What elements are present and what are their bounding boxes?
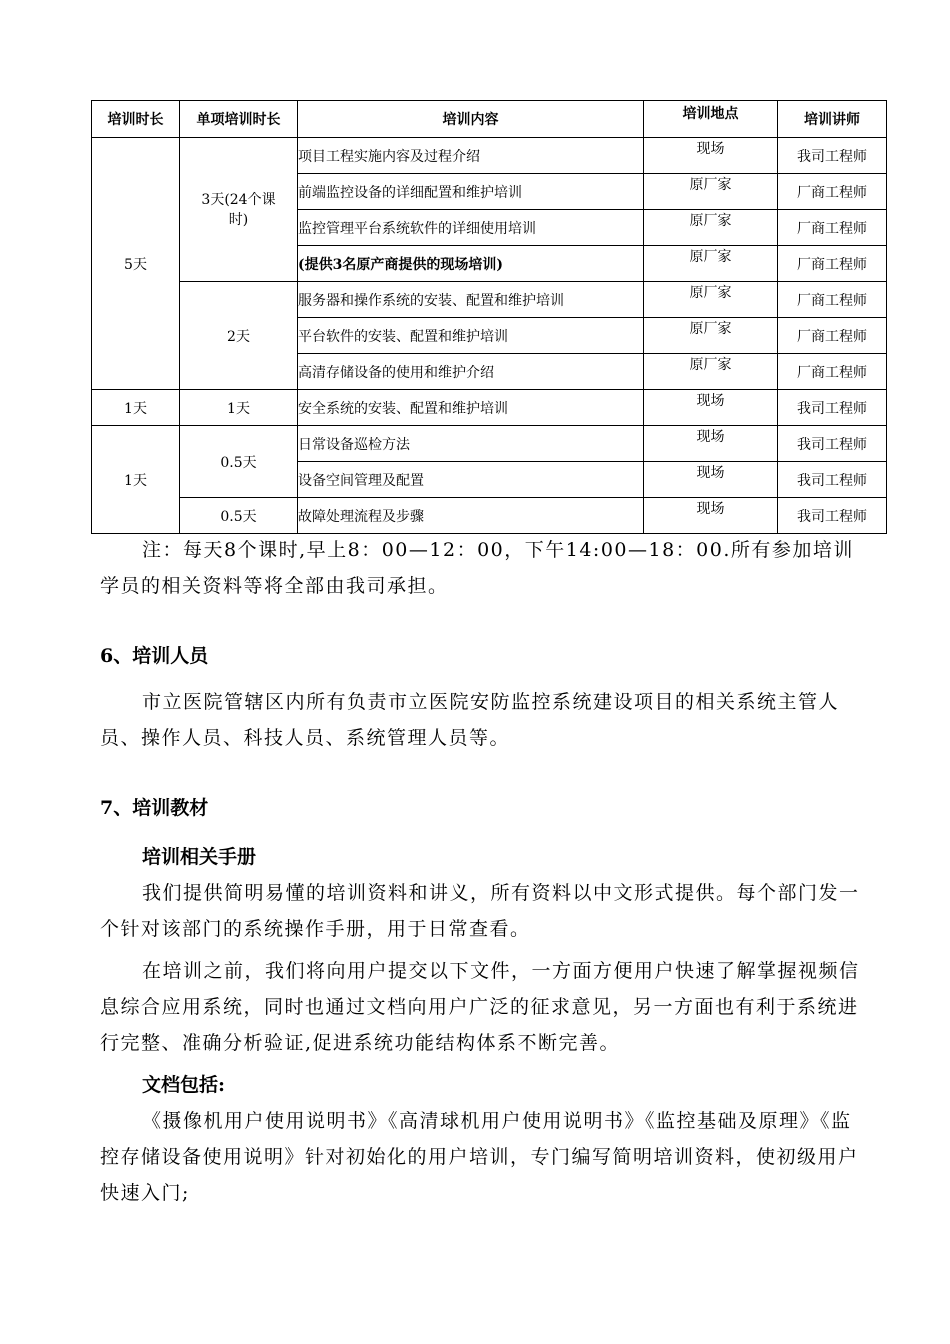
- documents-heading: 文档包括:: [142, 1074, 226, 1096]
- location-cell: 现场: [644, 138, 778, 174]
- location-cell: 现场: [644, 426, 778, 462]
- location-cell: 现场: [644, 498, 778, 534]
- duration-cell: 5天: [92, 138, 180, 390]
- teacher-cell: 我司工程师: [778, 390, 887, 426]
- duration-cell: 1天: [92, 426, 180, 534]
- duration-cell: 1天: [92, 390, 180, 426]
- content-cell: 故障处理流程及步骤: [298, 498, 644, 534]
- single-duration-cell: 0.5天: [180, 498, 298, 534]
- section-7-paragraph-1: 我们提供简明易懂的培训资料和讲义，所有资料以中文形式提供。每个部门发一个针对该部门的系统操作手册，用于日常查看。: [100, 882, 860, 940]
- location-cell: 原厂家: [644, 354, 778, 390]
- manual-subheading: 培训相关手册: [142, 846, 257, 868]
- content-cell: 前端监控设备的详细配置和维护培训: [298, 174, 644, 210]
- table-row: [92, 426, 887, 462]
- table-row: [92, 498, 887, 534]
- header-location: 培训地点: [644, 101, 778, 138]
- content-cell: 监控管理平台系统软件的详细使用培训: [298, 210, 644, 246]
- header-content: 培训内容: [298, 101, 644, 138]
- content-cell: 日常设备巡检方法: [298, 426, 644, 462]
- content-cell: (提供3名原产商提供的现场培训): [298, 246, 644, 282]
- content-cell: 项目工程实施内容及过程介绍: [298, 138, 644, 174]
- teacher-cell: 厂商工程师: [778, 354, 887, 390]
- table-header-row: [92, 101, 887, 138]
- single-duration-cell: 3天(24个课时): [180, 138, 298, 282]
- location-cell: 原厂家: [644, 318, 778, 354]
- location-cell: 现场: [644, 462, 778, 498]
- teacher-cell: 厂商工程师: [778, 318, 887, 354]
- schedule-note: 注：每天8个课时,早上8：00—12：00，下午14:00—18：00.所有参加培训学员的相关资料等将全部由我司承担。: [100, 539, 854, 597]
- location-cell: 原厂家: [644, 174, 778, 210]
- header-single-duration: 单项培训时长: [180, 101, 298, 138]
- content-cell: 高清存储设备的使用和维护介绍: [298, 354, 644, 390]
- single-duration-cell: 2天: [180, 282, 298, 390]
- teacher-cell: 厂商工程师: [778, 246, 887, 282]
- header-teacher: 培训讲师: [778, 101, 887, 138]
- teacher-cell: 我司工程师: [778, 498, 887, 534]
- content-cell: 设备空间管理及配置: [298, 462, 644, 498]
- single-duration-cell: 1天: [180, 390, 298, 426]
- location-cell: 原厂家: [644, 282, 778, 318]
- teacher-cell: 厂商工程师: [778, 174, 887, 210]
- teacher-cell: 我司工程师: [778, 138, 887, 174]
- header-duration: 培训时长: [92, 101, 180, 138]
- location-cell: 原厂家: [644, 210, 778, 246]
- single-duration-cell: 0.5天: [180, 426, 298, 498]
- training-schedule-table: [91, 100, 887, 534]
- section-7-heading: 7、培训教材: [100, 797, 209, 819]
- section-7-paragraph-2: 在培训之前，我们将向用户提交以下文件，一方面方便用户快速了解掌握视频信息综合应用系统，同时也通过文档向用户广泛的征求意见，另一方面也有利于系统进行完整、准确分析验证,促进系统功能结构体系不断完善。: [100, 960, 860, 1054]
- section-6-body: 市立医院管辖区内所有负责市立医院安防监控系统建设项目的相关系统主管人员、操作人员、科技人员、系统管理人员等。: [100, 691, 840, 749]
- section-7-paragraph-3: 《摄像机用户使用说明书》《高清球机用户使用说明书》《监控基础及原理》《监控存储设备使用说明》针对初始化的用户培训，专门编写简明培训资料，使初级用户快速入门;: [100, 1110, 859, 1204]
- teacher-cell: 我司工程师: [778, 426, 887, 462]
- location-cell: 现场: [644, 390, 778, 426]
- table-row: [92, 138, 887, 174]
- section-6-heading: 6、培训人员: [100, 645, 209, 667]
- content-cell: 平台软件的安装、配置和维护培训: [298, 318, 644, 354]
- table-row: [92, 390, 887, 426]
- teacher-cell: 厂商工程师: [778, 282, 887, 318]
- content-cell: 安全系统的安装、配置和维护培训: [298, 390, 644, 426]
- teacher-cell: 厂商工程师: [778, 210, 887, 246]
- teacher-cell: 我司工程师: [778, 462, 887, 498]
- location-cell: 原厂家: [644, 246, 778, 282]
- content-cell: 服务器和操作系统的安装、配置和维护培训: [298, 282, 644, 318]
- table-row: [92, 282, 887, 318]
